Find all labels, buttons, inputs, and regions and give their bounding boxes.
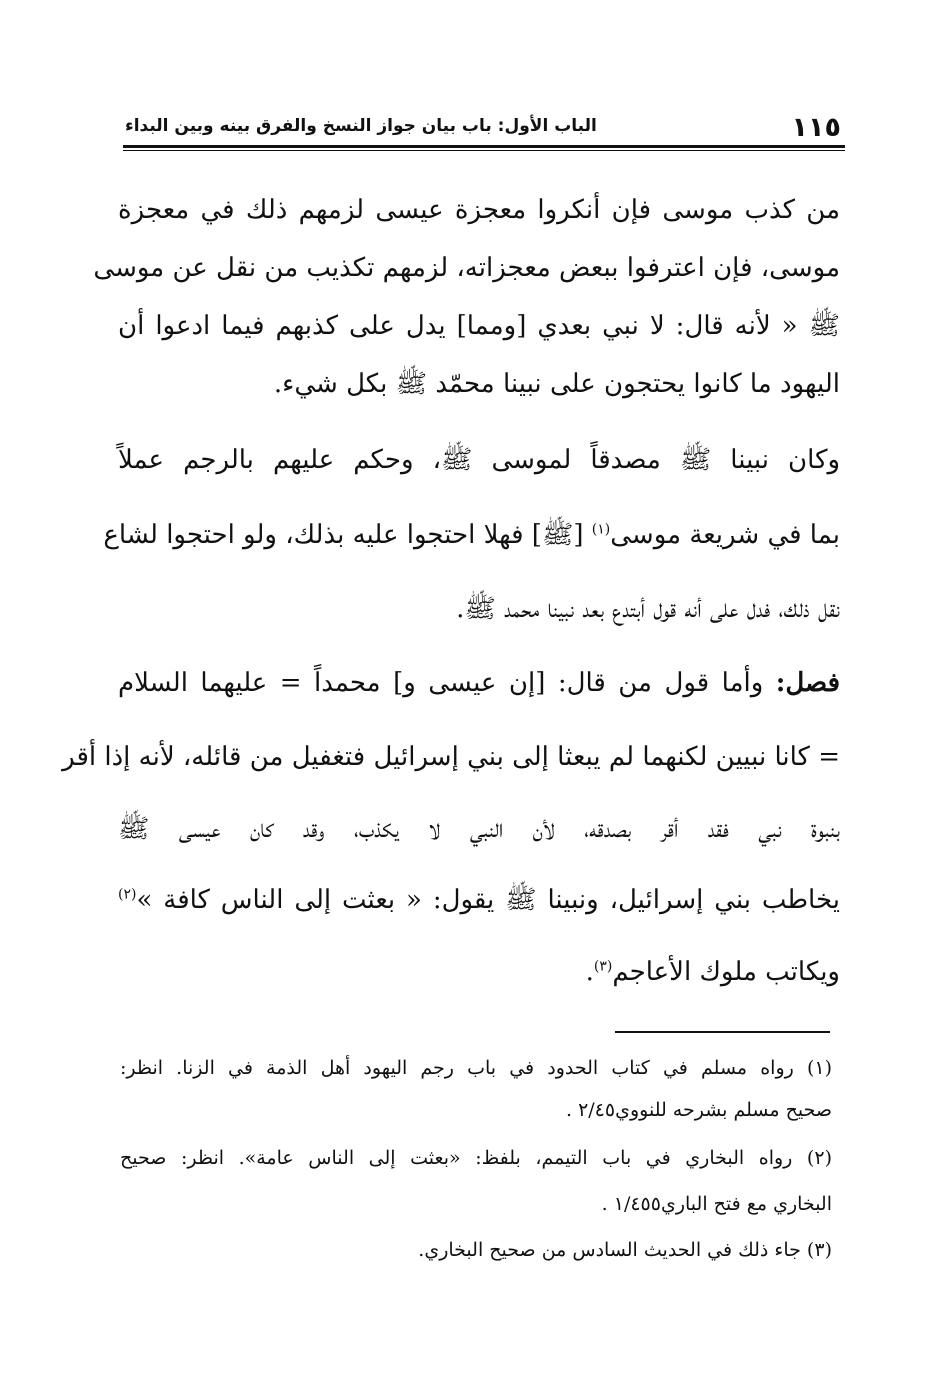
page-header <box>123 108 845 148</box>
body-line <box>118 663 840 703</box>
footnote-line: (٢) رواه البخاري في باب التيمم، بلفظ: «بعثت إلى الناس عامة». انظر: صحيح <box>120 1147 832 1169</box>
body-line: اليهود ما كانوا يحتجون على نبينا محمّد ﷺ بكل شيء. <box>273 369 840 399</box>
body-line: موسى، فإن اعترفوا ببعض معجزاته، لزمهم تكذيب من نقل عن موسى <box>93 253 840 283</box>
body-text: بما في شريعة موسى <box>610 520 840 550</box>
body-line <box>118 880 840 920</box>
body-text: ويكاتب ملوك الأعاجم <box>612 957 840 987</box>
header-rule <box>123 145 845 148</box>
section-label: فصل: <box>775 668 841 698</box>
body-line: بنبوة نبي فقد أقر بصدقه، لأن النبي لا يكذب، وقد كان عيسى ﷺ <box>118 814 840 844</box>
footnote-rule <box>615 1031 830 1033</box>
body-line: = كانا نبيين لكنهما لم يبعثا إلى بني إسرائيل فتغفيل من قائله، لأنه إذا أقر <box>62 742 840 772</box>
body-text: [ﷺ] فهلا احتجوا عليه بذلك، ولو احتجوا لشاع <box>103 520 584 550</box>
page-number: ١١٥ <box>791 112 841 143</box>
footnote-mark[interactable]: (٣) <box>593 958 613 975</box>
body-line: من كذب موسى فإن أنكروا معجزة عيسى لزمهم ذلك في معجزة <box>118 195 840 225</box>
chapter-title: الباب الأول: باب بيان جواز النسخ والفرق بينه وبين البداء <box>125 116 597 136</box>
body-text: وأما قول من قال: [إن عيسى و] محمداً = عليهما السلام <box>118 668 764 698</box>
footnote-line: البخاري مع فتح الباري١/٤٥٥ . <box>601 1193 832 1215</box>
body-line <box>103 515 840 555</box>
footnote-mark[interactable]: (١) <box>591 521 611 538</box>
body-text: . <box>585 957 594 987</box>
header-rule-thin <box>123 150 845 151</box>
footnote-line: (٣) جاء ذلك في الحديث السادس من صحيح البخاري. <box>418 1239 832 1261</box>
body-line <box>118 952 840 992</box>
body-line: نقل ذلك، فدل على أنه قول أبتدع بعد نبينا محمد ﷺ. <box>456 594 840 624</box>
body-line: ﷺ « لأنه قال: لا نبي بعدي [ومما] يدل على كذبهم فيما ادعوا أن <box>118 311 840 341</box>
footnote-line: (١) رواه مسلم في كتاب الحدود في باب رجم اليهود أهل الذمة في الزنا. انظر: <box>120 1057 832 1079</box>
body-text: يخاطب بني إسرائيل، ونبينا ﷺ يقول: « بعثت إلى الناس كافة » <box>136 885 840 915</box>
footnote-line: صحيح مسلم بشرحه للنووي٢/٤٥ . <box>565 1099 832 1121</box>
body-line: وكان نبينا ﷺ مصدقاً لموسى ﷺ، وحكم عليهم بالرجم عملاً <box>118 445 840 475</box>
footnote-mark[interactable]: (٢) <box>118 886 137 903</box>
